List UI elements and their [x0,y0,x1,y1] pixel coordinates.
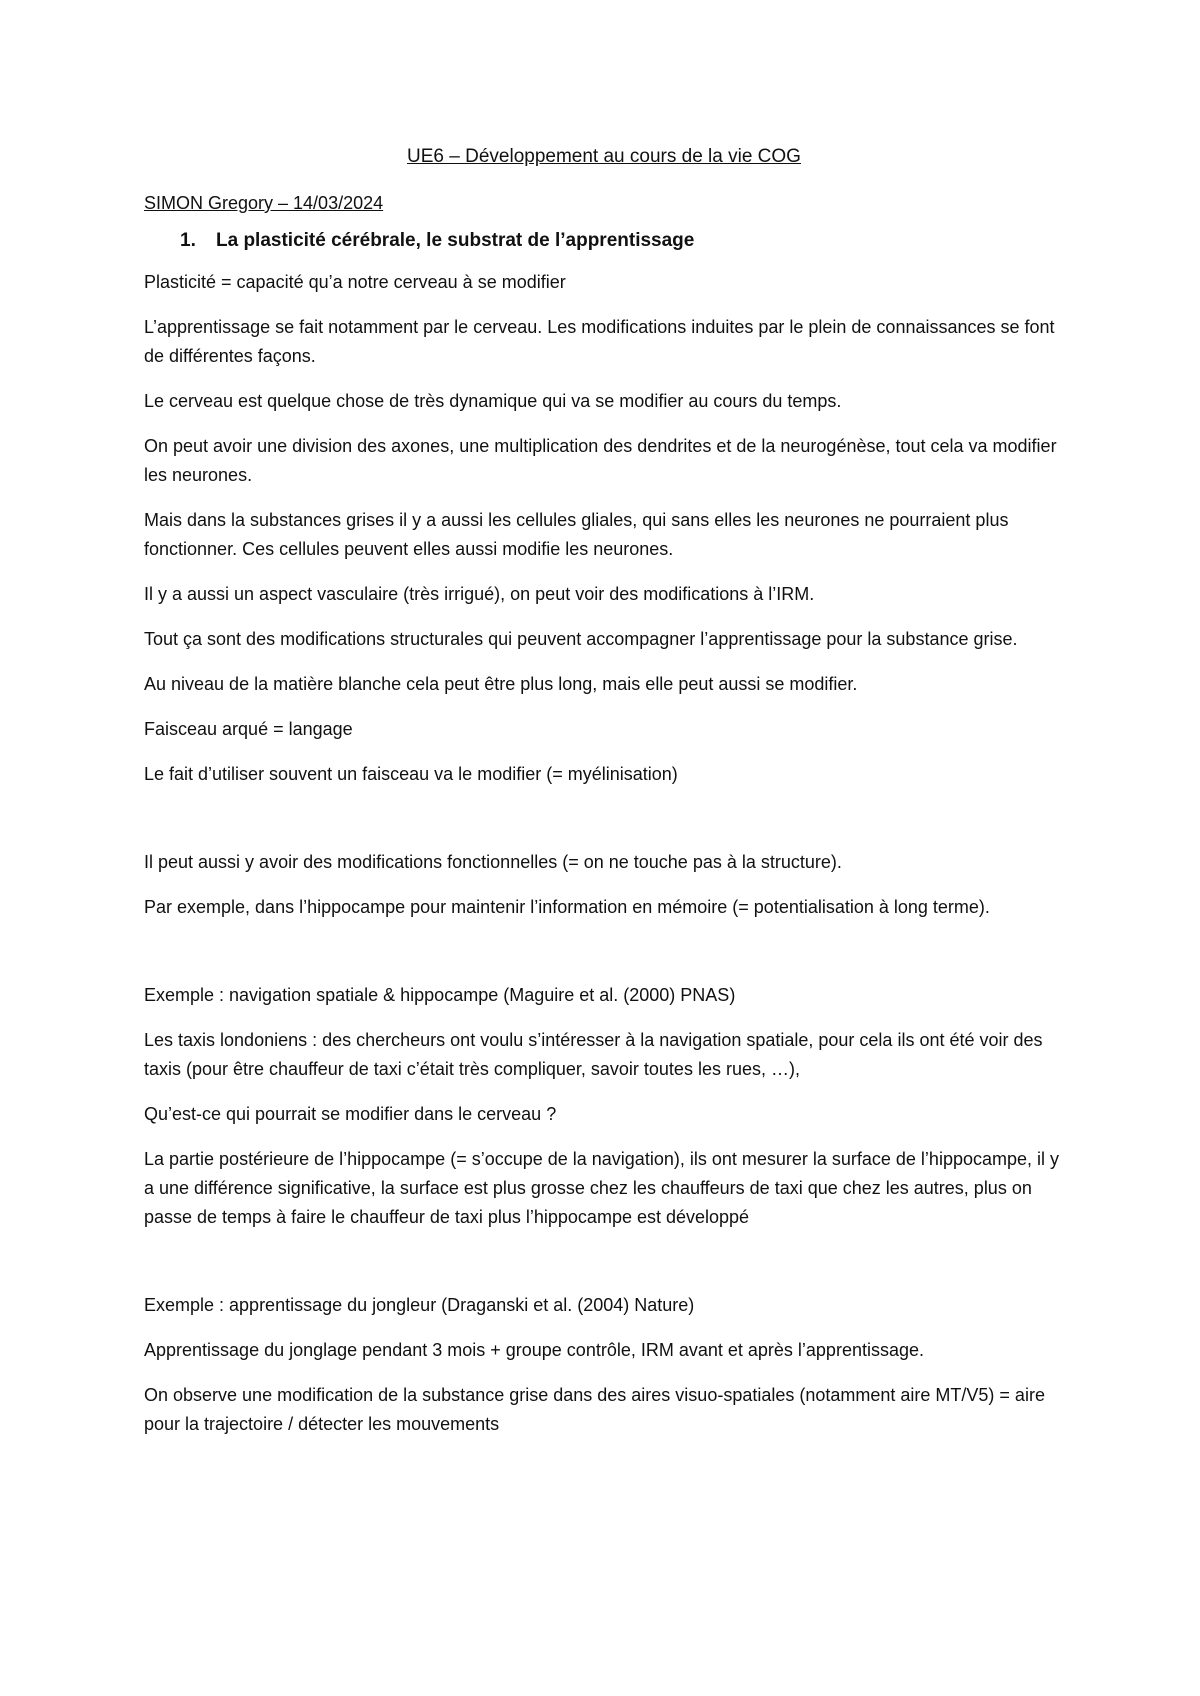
example-heading: Exemple : navigation spatiale & hippocampe (Maguire et al. (2000) PNAS) [144,985,736,1005]
paragraph: Mais dans la substances grises il y a aussi les cellules gliales, qui sans elles les neurones ne pourraient plus fonctionner. Ces cellules peuvent elles aussi modifie les neurones. [144,510,1009,559]
paragraph: Le fait d’utiliser souvent un faisceau va le modifier (= myélinisation) [144,764,678,784]
blank-line [144,805,1064,848]
paragraph: Apprentissage du jonglage pendant 3 mois + groupe contrôle, IRM avant et après l’apprentissage. [144,1340,924,1360]
paragraph: Le cerveau est quelque chose de très dynamique qui va se modifier au cours du temps. [144,391,842,411]
author-date-line: SIMON Gregory – 14/03/2024 [144,193,384,213]
paragraph: L’apprentissage se fait notamment par le cerveau. Les modifications induites par le plein de connaissances se font de différentes façons. [144,317,1055,366]
paragraph: Il peut aussi y avoir des modifications fonctionnelles (= on ne touche pas à la structure). [144,852,842,872]
document-title: UE6 – Développement au cours de la vie COG [407,146,801,167]
section-number: 1. [180,230,196,251]
paragraph: Tout ça sont des modifications structurales qui peuvent accompagner l’apprentissage pour la substance grise. [144,629,1018,649]
paragraph: Faisceau arqué = langage [144,719,353,739]
blank-line [144,1248,1064,1291]
paragraph: Plasticité = capacité qu’a notre cerveau à se modifier [144,272,566,292]
document-body [144,144,1064,1455]
paragraph: On observe une modification de la substance grise dans des aires visuo-spatiales (notamment aire MT/V5) = aire pour la trajectoire / détecter les mouvements [144,1385,1045,1434]
paragraph: Par exemple, dans l’hippocampe pour maintenir l’information en mémoire (= potentialisation à long terme). [144,897,990,917]
example-heading: Exemple : apprentissage du jongleur (Draganski et al. (2004) Nature) [144,1295,695,1315]
blank-line [144,938,1064,981]
paragraph: Qu’est-ce qui pourrait se modifier dans le cerveau ? [144,1104,557,1124]
paragraph: Il y a aussi un aspect vasculaire (très irrigué), on peut voir des modifications à l’IRM. [144,584,815,604]
section-heading-1 [180,228,1064,254]
paragraph: On peut avoir une division des axones, une multiplication des dendrites et de la neurogénèse, tout cela va modifier les neurones. [144,436,1057,485]
paragraph: Les taxis londoniens : des chercheurs ont voulu s’intéresser à la navigation spatiale, pour cela ils ont été voir des taxis (pour être chauffeur de taxi c’était très compliquer, savoir toutes les rues, …), [144,1030,1043,1079]
paragraph: Au niveau de la matière blanche cela peut être plus long, mais elle peut aussi se modifier. [144,674,858,694]
paragraph: La partie postérieure de l’hippocampe (= s’occupe de la navigation), ils ont mesurer la surface de l’hippocampe, il y a une différence significative, la surface est plus grosse chez les chauffeurs de taxi que chez les autres, plus on passe de temps à faire le chauffeur de taxi plus l’hippocampe est développé [144,1149,1060,1227]
section-heading-text: La plasticité cérébrale, le substrat de l’apprentissage [216,230,695,251]
